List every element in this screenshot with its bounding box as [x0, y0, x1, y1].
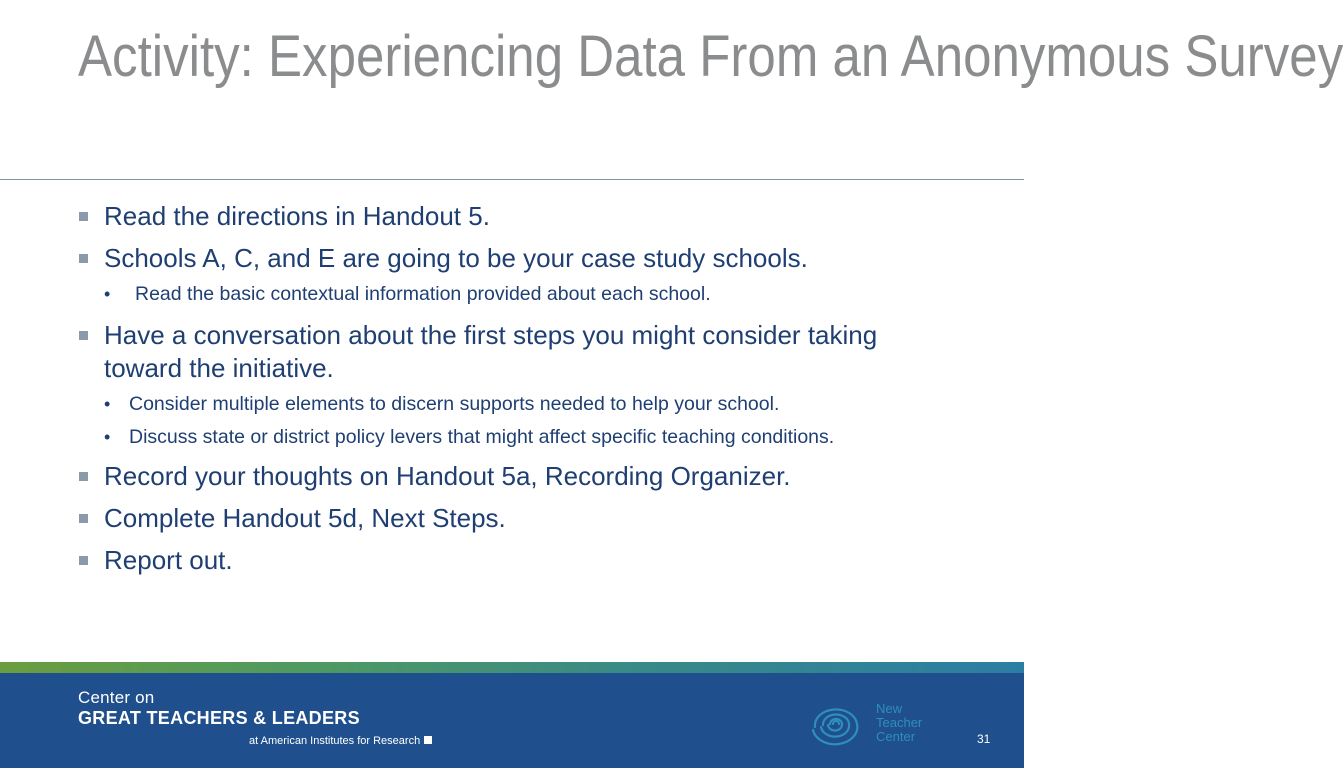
- sub-bullet-item: [78, 425, 958, 450]
- page-number: 31: [977, 732, 991, 746]
- round-bullet-icon: •: [104, 284, 111, 304]
- brand-line-3-text: at American Institutes for Research: [249, 735, 421, 747]
- bullet-text: Have a conversation about the first steps you might consider taking toward the initiative.: [104, 320, 878, 383]
- square-bullet-icon: [79, 472, 88, 481]
- sub-bullet-text: Read the basic contextual information provided about each school.: [135, 283, 711, 305]
- footer-stripe: [0, 662, 1024, 673]
- bullet-text: Record your thoughts on Handout 5a, Recording Organizer.: [104, 461, 791, 491]
- square-bullet-icon: [79, 331, 88, 340]
- bullet-text: Complete Handout 5d, Next Steps.: [104, 503, 506, 533]
- bullet-item: [78, 319, 958, 385]
- partner-logo-line: Center: [876, 729, 916, 744]
- slide-title: Activity: Experiencing Data From an Anonymous Survey: [78, 24, 1343, 89]
- bullet-item: [78, 544, 958, 577]
- sub-bullet-text: Discuss state or district policy levers that might affect specific teaching conditions.: [129, 426, 835, 448]
- bullet-text: Schools A, C, and E are going to be your case study schools.: [104, 243, 808, 273]
- square-bullet-icon: [79, 212, 88, 221]
- brand-line-1: Center on: [78, 688, 155, 707]
- bullet-list: [78, 200, 958, 586]
- swirl-logo-icon: [806, 700, 866, 748]
- brand-line-2: GREAT TEACHERS & LEADERS: [78, 708, 360, 728]
- partner-logo-line: New: [876, 701, 903, 716]
- sub-bullet-text: Consider multiple elements to discern supports needed to help your school.: [129, 393, 780, 415]
- bullet-item: [78, 242, 958, 275]
- partner-logo-line: Teacher: [876, 715, 923, 730]
- round-bullet-icon: •: [104, 427, 111, 447]
- partner-logo-text: [876, 702, 922, 744]
- square-bullet-icon: [79, 514, 88, 523]
- bullet-text: Read the directions in Handout 5.: [104, 201, 490, 231]
- bullet-text: Report out.: [104, 545, 233, 575]
- round-bullet-icon: •: [104, 394, 111, 414]
- bullet-item: [78, 460, 958, 493]
- square-icon: [424, 736, 432, 744]
- sub-bullet-item: [78, 282, 958, 307]
- bullet-item: [78, 502, 958, 535]
- square-bullet-icon: [79, 254, 88, 263]
- sub-bullet-item: [78, 392, 958, 417]
- title-divider: [0, 179, 1024, 180]
- footer-bar: [0, 662, 1024, 768]
- brand-line-3: [249, 735, 432, 747]
- square-bullet-icon: [79, 556, 88, 565]
- bullet-item: [78, 200, 958, 233]
